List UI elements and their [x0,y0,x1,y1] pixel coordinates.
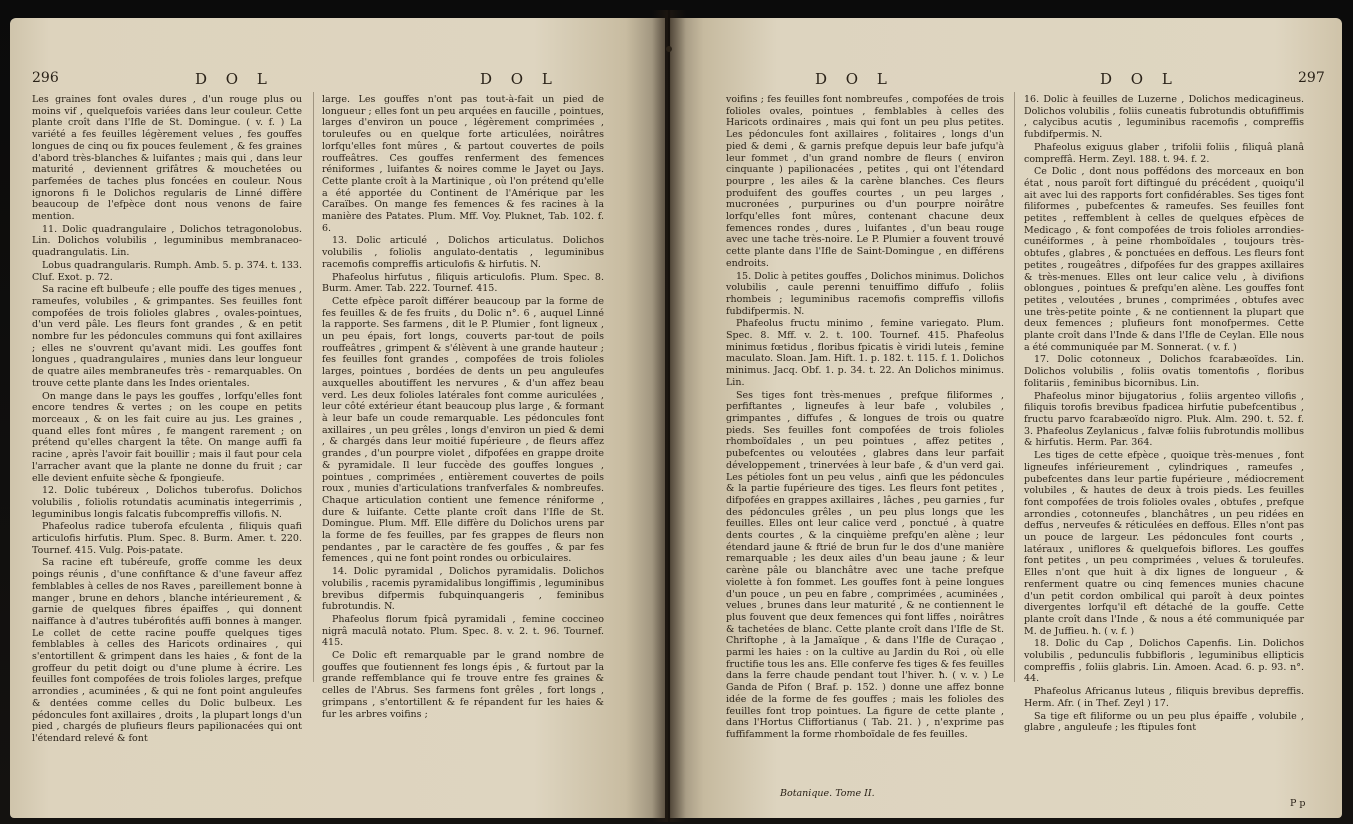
binding-dot [666,46,672,52]
paragraph: Ses tiges font très-menues , prefque filiformes , perfiftantes , ligneufes à leur bafe , volubiles , grimpantes , diffufes , & longues de trois ou quatre pieds. Ses feuilles font compofées de trois folioles rhomboïdales , un peu pointues , affez petites , pubefcentes ou veloutées , glabres dans leur parfait développement , trinervées à leur bafe , & d'un verd gai. Les pétioles font un peu velus , ainfi que les pédoncules & la partie fupérieure des tiges. Les fleurs font petites , difpofées en grappes axillaires , lâches , peu garnies , fur des pédoncules grêles , un peu plus longs que les feuilles. Elles ont leur calice verd , ponctué , à quatre dents courtes , & la cinquième prefqu'en alène ; leur étendard jaune & ftrié de brun fur le dos d'une manière remarquable ; les deux ailes d'un beau jaune ; & leur carène pâle ou blanchâtre avec une tache prefque violette à fon fommet. Les gouffes font à peine longues d'un pouce , un peu en fabre , comprimées , acuminées , velues , brunes dans leur maturité , & ne contiennent le plus fouvent que deux femences qui font liffes , noirâtres & tachetées de blanc. Cette plante croît dans l'Ifle de St. Chriftophe , à la Jamaïque , & dans l'Ifle de Curaçao , parmi les haies : on la cultive au Jardin du Roi , où elle fructifie tous les ans. Elle conferve fes tiges & fes feuilles dans la ferre chaude pendant tout l'hiver. ħ. ( v. v. ) Le Ganda de Pifon ( Braf. p. 152. ) donne une affez bonne idée de la forme de fes gouffes ; mais les folioles des feuilles font trop pointues. La figure de cette plante , dans l'Hortus Cliffortianus ( Tab. 21. ) , n'exprime pas fuffifamment la forme rhomboïdale de fes feuilles. [726,389,1004,740]
running-head-right-a: D O L [815,70,894,88]
column-rule-left [313,92,314,682]
running-head-left-a: D O L [195,70,274,88]
paragraph: Sa racine eft tubéreufe, groffe comme les deux poings réunis , d'une confiftance & d'une faveur affez femblables à celles de nos Raves , pareillement bonne à manger , brune en dehors , blanche intérieurement , & garnie de quelques fibres épaiffes , qui donnent naiffance à d'autres tubérofités auffi bonnes à manger. Le collet de cette racine pouffe quelques tiges femblables à celles des Haricots ordinaires , qui s'entortillent & grimpent dans les haies , & font de la groffeur du petit doigt ou d'une plume à écrire. Les feuilles font compofées de trois folioles larges, prefque arrondies , acuminées , & qui ne font point anguleufes & dentées comme celles du Dolic bulbeux. Les pédoncules font axillaires , droits , la plupart longs d'un pied , chargés de plufieurs fleurs papilionacées qui ont l'étendard relevé & font [32,557,302,744]
running-head-left-b: D O L [480,70,559,88]
paragraph: Phafeolus radice tuberofa efculenta , filiquis quafi articulofis hirfutis. Plum. Spec. 8. Burm. Amer. t. 220. Tournef. 415. Vulg. Pois-patate. [32,521,302,556]
running-head-right-b: D O L [1100,70,1179,88]
right-page [670,18,1342,818]
signature-mark: Botanique. Tome II. [780,788,875,799]
paragraph: 16. Dolic à feuilles de Luzerne , Dolichos medicagineus. Dolichos volubilis , foliis cuneatis fubrotundis obtufiffimis , calycibus acutis , leguminibus racemofis , compreffis fubdifpermis. N. [1024,94,1304,141]
left-column-2 [322,94,604,721]
paragraph: 15. Dolic à petites gouffes , Dolichos minimus. Dolichos volubilis , caule perenni tenuiffimo diffufo , foliis rhombeis ; leguminibus racemofis compreffis villofis fubdifpermis. N. [726,270,1004,317]
right-column-2 [1024,94,1304,735]
paragraph: large. Les gouffes n'ont pas tout-à-fait un pied de longueur ; elles font un peu arquées en faucille , pointues, larges d'environ un pouce , légèrement comprimées , toruleufes ou en quelque forte articulées, noirâtres lorfqu'elles font mûres , & partout couvertes de poils rouffeâtres. Ces gouffes renferment des femences réniformes , luifantes & noires comme le Jayet ou Jays. Cette plante croît à la Martinique , où l'on prétend qu'elle a été apportée du Continent de l'Amérique par les Caraïbes. On mange fes femences & fes racines à la manière des Patates. Plum. Mff. Voy. Pluknet, Tab. 102. f. 6. [322,94,604,234]
paragraph: 17. Dolic cotonneux , Dolichos fcarabæoïdes. Lin. Dolichos volubilis , foliis ovatis tomentofis , floribus folitariis , feminibus bicornibus. Lin. [1024,354,1304,389]
page-number-left: 296 [32,70,59,86]
left-page [10,18,665,818]
paragraph: Phafeolus exiguus glaber , trifolii foliis , filiquâ planâ compreffâ. Herm. Zeyl. 188. t. 94. f. 2. [1024,141,1304,165]
column-rule-right [1014,92,1015,682]
paragraph: Ce Dolic eft remarquable par le grand nombre de gouffes que foutiennent fes longs épis , & furtout par la grande reffemblance qui fe trouve entre fes graines & celles de l'Abrus. Ses farmens font grêles , fort longs , grimpans , s'entortillent & fe répandent fur les haies & fur les arbres voifins ; [322,650,604,720]
page-number-right: 297 [1298,70,1325,86]
paragraph: On mange dans le pays les gouffes , lorfqu'elles font encore tendres & vertes ; on les coupe en petits morceaux , & on les fait cuire au jus. Les graines , quand elles font mûres , fe mangent rarement ; on prétend qu'elles chargent la tête. On mange auffi fa racine , après l'avoir fait bouillir ; mais il faut pour cela l'arracher avant que la plante ne donne du fruit ; car elle devient enfuite sèche & fpongieufe. [32,390,302,484]
paragraph: Phafeolus minor bijugatorius , foliis argenteo villofis , filiquis torofis brevibus fpadicea hirfutie pubefcentibus , fructu parvo fcarabæoïdo nigro. Pluk. Alm. 290. t. 52. f. 3. Phafeolus Zeylanicus , falvæ foliis fubrotundis mollibus & hirfutis. Herm. Par. 364. [1024,390,1304,449]
paragraph: 18. Dolic du Cap , Dolichos Capenfis. Lin. Dolichos volubilis , pedunculis fubbifloris , leguminibus ellipticis compreffis , foliis glabris. Lin. Amoen. Acad. 6. p. 93. n°. 44. [1024,638,1304,685]
paragraph: 14. Dolic pyramidal , Dolichos pyramidalis. Dolichos volubilis , racemis pyramidalibus longiffimis , leguminibus brevibus difpermis fubquinquangeris , feminibus fubrotundis. N. [322,566,604,613]
paragraph: Sa tige eft filiforme ou un peu plus épaiffe , volubile , glabre , anguleufe ; les ftipules font [1024,710,1304,734]
paragraph: Phafeolus florum fpicâ pyramidali , femine coccineo nigrâ maculâ notato. Plum. Spec. 8. v. 2. t. 96. Tournef. 415. [322,613,604,649]
catchword: P p [1290,798,1306,809]
paragraph: voifins ; fes feuilles font nombreufes , compofées de trois folioles ovales, pointues , femblables à celles des Haricots ordinaires , mais qui font un peu plus petites. Les pédoncules font axillaires , folitaires , longs d'un pied & demi , & garnis prefque depuis leur bafe jufqu'à leur fommet , d'un grand nombre de fleurs ( environ cinquante ) papilionacées , petites , qui ont l'étendard pourpre , les ailes & la carène blanches. Ces fleurs produifent des gouffes courtes , un peu larges , mucronées , purpurines ou d'un pourpre noirâtre lorfqu'elles font mûres, contenant chacune deux femences rondes , dures , luifantes , d'un beau rouge avec une tache très-noire. Le P. Plumier a fouvent trouvé cette plante dans l'Ifle de Saint-Domingue , en différens endroits. [726,94,1004,269]
paragraph: Cette efpèce paroît différer beaucoup par la forme de fes feuilles & de fes fruits , du Dolic n°. 6 , auquel Linné la rapporte. Ses farmens , dit le P. Plumier , font ligneux , un peu épais, fort longs, couverts par-tout de poils rouffeâtres , grimpent & s'élèvent à une grande hauteur ; fes feuilles font grandes , compofées de trois folioles larges, pointues , bordées de dents un peu anguleufes auxquelles aboutiffent les nervures , & d'un affez beau verd. Les deux folioles latérales font comme auriculées , leur côté extérieur étant beaucoup plus large , & formant à leur bafe un coude remarquable. Les pédoncules font axillaires , un peu grêles , longs d'environ un pied & demi , & chargés dans leur moitié fupérieure , de fleurs affez grandes , d'un pourpre violet , difpofées en grappe droite & pyramidale. Il leur fuccède des gouffes longues , pointues , comprimées , entièrement couvertes de poils roux , munies d'articulations tranfverfales & nombreufes. Chaque articulation contient une femence réniforme , dure & luifante. Cette plante croît dans l'Ifle de St. Domingue. Plum. Mff. Elle diffère du Dolichos urens par la forme de fes feuilles, par fes grappes de fleurs non pendantes , par le caractère de fes gouffes , & par fes femences , qui ne font point rondes ou orbiculaires. [322,295,604,565]
paragraph: 12. Dolic tubéreux , Dolichos tuberofus. Dolichos volubilis , foliolis rotundatis acuminatis integerrimis , leguminibus longis falcatis fubcompreffis villofis. N. [32,485,302,520]
left-column-1 [32,94,302,746]
paragraph: Ce Dolic , dont nous poffédons des morceaux en bon état , nous paroît fort diftingué du précédent , quoiqu'il ait avec lui des rapports fort confidérables. Ses tiges font filiformes , pubefcentes & rameufes. Ses feuilles font petites , reffemblent à celles de quelques efpèces de Medicago , & font compofées de trois folioles arrondies-cunéiformes , à peine rhomboïdales , toujours très-obtufes , glabres , & ponctuées en deffous. Les fleurs font petites , rougeâtres , difpofées fur des grappes axillaires & très-menues. Elles ont leur calice velu , à divifions oblongues , pointues & prefqu'en alène. Les gouffes font petites , veloutées , brunes , comprimées , obtufes avec une très-petite pointe , & ne contiennent la plupart que deux femences ; plufieurs font monofpermes. Cette plante croît dans l'Inde & dans l'Ifle de Ceylan. Elle nous a été communiquée par M. Sonnerat. ( v. f. ) [1024,166,1304,353]
paragraph: Les tiges de cette efpèce , quoique très-menues , font ligneufes inférieurement , cylindriques , rameufes , pubefcentes dans leur partie fupérieure , médiocrement volubiles , & hautes de deux à trois pieds. Les feuilles font compofées de trois folioles ovales , obtufes , prefque arrondies , cotonneufes , blanchâtres , un peu ridées en deffus , nerveufes & réticulées en deffous. Elles n'ont pas un pouce de largeur. Les pédoncules font courts , latéraux , uniflores & quelquefois biflores. Les gouffes font petites , un peu comprimées , velues & toruleufes. Elles n'ont que huit à dix lignes de longueur , & renferment quatre ou cinq femences munies chacune d'un petit cordon ombilical qui paroît à deux pointes divergentes lorfqu'il eft détaché de la gouffe. Cette plante croît dans l'Inde , & nous a été communiquée par M. de Juffieu. ħ. ( v. f. ) [1024,450,1304,637]
paragraph: Phafeolus Africanus luteus , filiquis brevibus depreffis. Herm. Afr. ( in Thef. Zeyl ) 17. [1024,686,1304,709]
paragraph: Phafeolus hirfutus , filiquis articulofis. Plum. Spec. 8. Burm. Amer. Tab. 222. Tournef. 415. [322,271,604,295]
paragraph: Les graines font ovales dures , d'un rouge plus ou moins vif , quelquefois variées dans leur couleur. Cette plante croît dans l'Ifle de St. Domingue. ( v. f. ) La variété a fes feuilles légèrement velues , fes gouffes longues de cinq ou fix pouces feulement , & fes graines d'abord très-blanches & luifantes ; mais qui , dans leur maturité , deviennent grifâtres & mouchetées ou parfemées de taches plus foncées en couleur. Nous ignorons fi le Dolichos regularis de Linné diffère beaucoup de l'efpèce dont nous venons de faire mention. [32,94,302,223]
right-column-1 [726,94,1004,742]
paragraph: Sa racine eft bulbeufe ; elle pouffe des tiges menues , rameufes, volubiles , & grimpantes. Ses feuilles font compofées de trois folioles glabres , ovales-pointues, d'un verd pâle. Les fleurs font grandes , & en petit nombre fur les pédoncules communs qui font axillaires ; elles ne s'ouvrent qu'avant midi. Les gouffes font longues , quadrangulaires , munies dans leur longueur de quatre ailes membraneufes très - remarquables. On trouve cette plante dans les Indes orientales. [32,284,302,389]
paragraph: 11. Dolic quadrangulaire , Dolichos tetragonolobus. Lin. Dolichos volubilis , leguminibus membranaceo-quadrangulatis. Lin. [32,223,302,259]
paragraph: Lobus quadrangularis. Rumph. Amb. 5. p. 374. t. 133. Cluf. Exot. p. 72. [32,259,302,283]
paragraph: Phafeolus fructu minimo , femine variegato. Plum. Spec. 8. Mff. v. 2. t. 100. Tournef. 415. Phafeolus minimus fœtidus , floribus fpicatis è viridi luteis , femine maculato. Sloan. Jam. Hift. 1. p. 182. t. 115. f. 1. Dolichos minimus. Jacq. Obf. 1. p. 34. t. 22. An Dolichos minimus. Lin. [726,318,1004,388]
paragraph: 13. Dolic articulé , Dolichos articulatus. Dolichos volubilis , foliolis angulato-dentatis , leguminibus racemofis compreffis articulofis & hirfutis. N. [322,235,604,270]
